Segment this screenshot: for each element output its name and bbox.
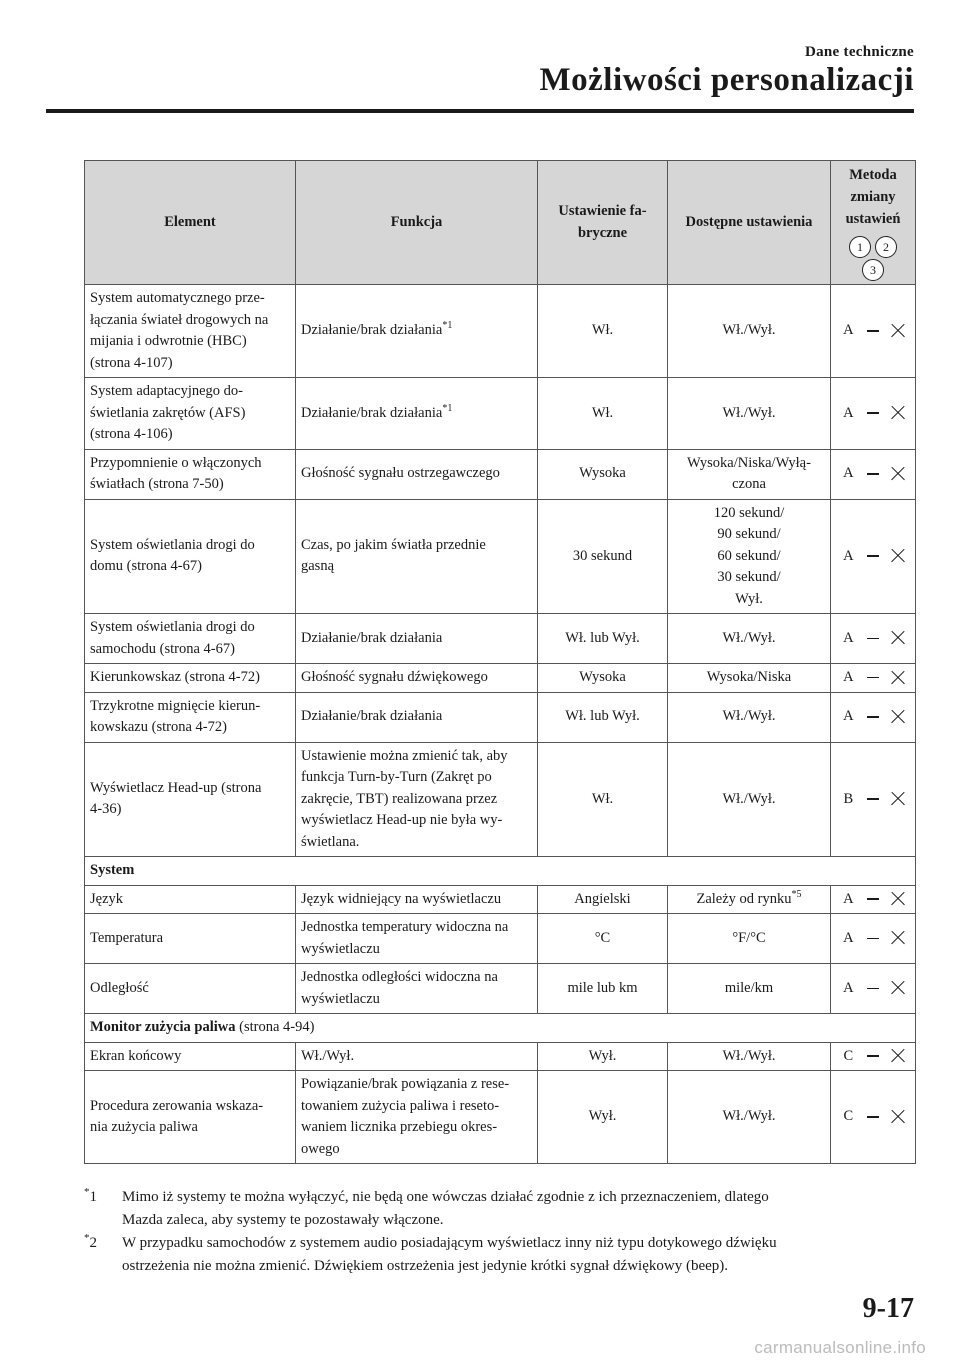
method-1-value: A [843, 547, 854, 564]
page-number: 9-17 [862, 1293, 914, 1324]
cell-ustawienie: °C [538, 914, 668, 964]
cell-element: Trzykrotne mignięcie kierun- kowskazu (strona 4-72) [85, 692, 296, 742]
method-1-value: B [843, 790, 854, 807]
cell-dostepne: Zależy od rynku$^{*5}$ [668, 885, 831, 914]
cell-ustawienie: Wył. [538, 1071, 668, 1164]
method-1-value: A [843, 669, 854, 685]
cell-ustawienie: Wł. [538, 742, 668, 857]
method-3-value [885, 706, 910, 728]
cell-element: Język [85, 885, 296, 914]
section-row [85, 1014, 916, 1043]
cross-icon [891, 549, 905, 563]
cell-metoda [831, 1042, 916, 1071]
table-row [85, 449, 916, 499]
cell-funkcja: Działanie/brak działania$^{*1}$ [296, 285, 538, 378]
method-2-value [861, 978, 886, 1000]
table-row [85, 885, 916, 914]
footnote: *2 W przypadku samochodów z systemem audio posiadającym wyświetlacz inny niż typu dotykowego dźwięku ostrzeżenia nie można zmienić. Dźwiękiem ostrzeżenia jest jedynie krótki sygnał dźwiękowy (beep). [84, 1232, 915, 1278]
header-ustawienie: Ustawienie fa- bryczne [538, 161, 668, 285]
cell-ustawienie: Wł. [538, 378, 668, 450]
dash-icon [867, 716, 879, 717]
table-row [85, 914, 916, 964]
table-row [85, 1042, 916, 1071]
cell-dostepne: Wysoka/Niska [668, 664, 831, 693]
cell-metoda [831, 664, 916, 693]
cross-icon [891, 981, 905, 995]
cell-dostepne: °F/°C [668, 914, 831, 964]
method-1-badge: 1 [849, 236, 871, 258]
cell-dostepne: Wysoka/Niska/Wyłą- czona [668, 449, 831, 499]
method-1-value: A [843, 629, 854, 646]
cell-element: System automatycznego prze- łączania świateł drogowych na mijania i odwrotnie (HBC) (strona 4-107) [85, 285, 296, 378]
personalization-table [84, 160, 916, 1164]
cell-funkcja: Wł./Wył. [296, 1042, 538, 1071]
cross-icon [891, 467, 905, 481]
cell-metoda [831, 614, 916, 664]
table-row [85, 742, 916, 857]
footnote-text: W przypadku samochodów z systemem audio posiadającym wyświetlacz inny niż typu dotykowego dźwięku ostrzeżenia nie można zmienić. Dźwiękiem ostrzeżenia jest jedynie krótki sygnał dźwiękowy (beep). [122, 1235, 777, 1274]
cell-dostepne: mile/km [668, 964, 831, 1014]
table-row [85, 285, 916, 378]
cell-element: Odległość [85, 964, 296, 1014]
footnote-ref: *5 [791, 888, 802, 900]
cell-dostepne: Wł./Wył. [668, 742, 831, 857]
dash-icon [867, 938, 879, 939]
cell-metoda [831, 449, 916, 499]
cell-element: Przypomnienie o włączonych światłach (strona 7-50) [85, 449, 296, 499]
dash-icon [867, 1055, 879, 1056]
cell-funkcja: Głośność sygnału ostrzegawczego [296, 449, 538, 499]
method-3-value [885, 928, 910, 950]
page-title: Możliwości personalizacji [539, 62, 914, 98]
cell-metoda [831, 885, 916, 914]
cell-element: Temperatura [85, 914, 296, 964]
method-2-value [861, 889, 886, 911]
cell-ustawienie: Wł. lub Wył. [538, 692, 668, 742]
footnote: *1 Mimo iż systemy te można wyłączyć, nie będą one wówczas działać zgodnie z ich przeznaczeniem, dlatego Mazda zaleca, aby systemy te pozostawały włączone. [84, 1186, 915, 1232]
footnote-ref: *1 [442, 402, 453, 414]
table-row [85, 614, 916, 664]
cell-element: System oświetlania drogi do samochodu (strona 4-67) [85, 614, 296, 664]
cell-funkcja: Czas, po jakim światła przednie gasną [296, 499, 538, 614]
cross-icon [891, 931, 905, 945]
cell-dostepne: Wł./Wył. [668, 285, 831, 378]
header-divider [46, 109, 914, 113]
header-element: Element [85, 161, 296, 285]
cell-ustawienie: Wł. [538, 285, 668, 378]
section-header: Dane techniczne [804, 44, 914, 60]
cell-element: System adaptacyjnego do- świetlania zakrętów (AFS) (strona 4-106) [85, 378, 296, 450]
method-3-value [885, 978, 910, 1000]
cell-funkcja: Powiązanie/brak powiązania z rese- towaniem zużycia paliwa i reseto- waniem licznika przebiegu okres- owego [296, 1071, 538, 1164]
cross-icon [891, 324, 905, 338]
cell-dostepne: Wł./Wył. [668, 1042, 831, 1071]
method-3-value [885, 1046, 910, 1068]
cross-icon [891, 892, 905, 906]
cell-metoda [831, 964, 916, 1014]
dash-icon [867, 555, 879, 556]
cell-funkcja: Głośność sygnału dźwiękowego [296, 664, 538, 693]
method-1-value: A [843, 929, 854, 946]
header-dostepne: Dostępne ustawienia [668, 161, 831, 285]
method-3-value [885, 320, 910, 342]
dash-icon [867, 677, 879, 678]
cell-funkcja: Działanie/brak działania$^{*1}$ [296, 378, 538, 450]
cross-icon [891, 631, 905, 645]
footnotes [84, 1186, 915, 1278]
dash-icon [867, 1116, 879, 1117]
table-row [85, 664, 916, 693]
cell-metoda [831, 692, 916, 742]
cross-icon [891, 406, 905, 420]
cell-ustawienie: Angielski [538, 885, 668, 914]
dash-icon [867, 798, 879, 799]
method-3-value [885, 667, 910, 689]
method-2-value [861, 628, 886, 650]
method-3-value [885, 403, 910, 425]
method-1-value: C [843, 1108, 854, 1125]
cross-icon [891, 792, 905, 806]
method-1-value: A [843, 890, 854, 907]
section-row [85, 857, 916, 886]
cell-funkcja: Jednostka odległości widoczna na wyświetlaczu [296, 964, 538, 1014]
cell-metoda [831, 1071, 916, 1164]
cell-dostepne: Wł./Wył. [668, 378, 831, 450]
method-2-value [861, 1106, 886, 1128]
dash-icon [867, 330, 879, 331]
method-1-value: A [843, 708, 854, 725]
cell-metoda [831, 378, 916, 450]
table-row [85, 499, 916, 614]
method-2-value [861, 320, 886, 342]
cross-icon [891, 1110, 905, 1124]
table-row [85, 964, 916, 1014]
method-3-value [885, 628, 910, 650]
cell-metoda [831, 742, 916, 857]
cross-icon [891, 1049, 905, 1063]
section-system: System [85, 857, 916, 886]
method-1-value: A [843, 979, 854, 996]
cell-element: Procedura zerowania wskaza- nia zużycia paliwa [85, 1071, 296, 1164]
dash-icon [867, 473, 879, 474]
dash-icon [867, 898, 879, 899]
cross-icon [891, 710, 905, 724]
cell-ustawienie: Wysoka [538, 664, 668, 693]
cell-element: System oświetlania drogi do domu (strona 4-67) [85, 499, 296, 614]
method-3-value [885, 889, 910, 911]
section-fuel-monitor: Monitor zużycia paliwa (strona 4-94) [85, 1014, 916, 1043]
header-method-numbers [831, 233, 916, 285]
cell-element: Kierunkowskaz (strona 4-72) [85, 664, 296, 693]
header-metoda: Metoda zmiany ustawień [831, 161, 916, 234]
method-3-value [885, 546, 910, 568]
dash-icon [867, 412, 879, 413]
cell-funkcja: Język widniejący na wyświetlaczu [296, 885, 538, 914]
footnote-ref: *1 [442, 320, 453, 332]
cell-ustawienie: 30 sekund [538, 499, 668, 614]
table-row [85, 692, 916, 742]
watermark: carmanualsonline.info [754, 1338, 926, 1357]
method-3-value [885, 789, 910, 811]
cell-funkcja: Jednostka temperatury widoczna na wyświetlaczu [296, 914, 538, 964]
cell-dostepne: Wł./Wył. [668, 1071, 831, 1164]
cell-metoda [831, 285, 916, 378]
cell-ustawienie: Wł. lub Wył. [538, 614, 668, 664]
cell-dostepne: Wł./Wył. [668, 614, 831, 664]
method-2-value [861, 403, 886, 425]
cell-funkcja: Ustawienie można zmienić tak, aby funkcja Turn-by-Turn (Zakręt po zakręcie, TBT) realizowana przez wyświetlacz Head-up nie była wy- świetlana. [296, 742, 538, 857]
method-1-value: C [843, 1047, 854, 1064]
method-2-value [861, 667, 886, 689]
dash-icon [867, 638, 879, 639]
cell-funkcja: Działanie/brak działania [296, 692, 538, 742]
cell-element: Ekran końcowy [85, 1042, 296, 1071]
cell-dostepne: Wł./Wył. [668, 692, 831, 742]
method-3-value [885, 1106, 910, 1128]
method-2-value [861, 463, 886, 485]
method-3-value [885, 463, 910, 485]
dash-icon [867, 988, 879, 989]
method-2-value [861, 546, 886, 568]
footnote-text: Mimo iż systemy te można wyłączyć, nie będą one wówczas działać zgodnie z ich przeznaczeniem, dlatego Mazda zaleca, aby systemy te pozostawały włączone. [122, 1189, 769, 1228]
method-2-value [861, 928, 886, 950]
method-1-value: A [843, 465, 854, 482]
method-2-value [861, 706, 886, 728]
method-1-value: A [843, 404, 854, 421]
cell-metoda [831, 499, 916, 614]
cell-dostepne: 120 sekund/ 90 sekund/ 60 sekund/ 30 sekund/ Wył. [668, 499, 831, 614]
method-2-value [861, 789, 886, 811]
table-row [85, 378, 916, 450]
cross-icon [891, 671, 905, 685]
cell-element: Wyświetlacz Head-up (strona 4-36) [85, 742, 296, 857]
table-row [85, 1071, 916, 1164]
method-1-value: A [843, 322, 854, 339]
method-2-badge: 2 [875, 236, 897, 258]
method-3-badge: 3 [862, 259, 884, 281]
method-2-value [861, 1046, 886, 1068]
header-funkcja: Funkcja [296, 161, 538, 285]
cell-ustawienie: mile lub km [538, 964, 668, 1014]
cell-ustawienie: Wysoka [538, 449, 668, 499]
cell-funkcja: Działanie/brak działania [296, 614, 538, 664]
cell-metoda [831, 914, 916, 964]
cell-ustawienie: Wył. [538, 1042, 668, 1071]
